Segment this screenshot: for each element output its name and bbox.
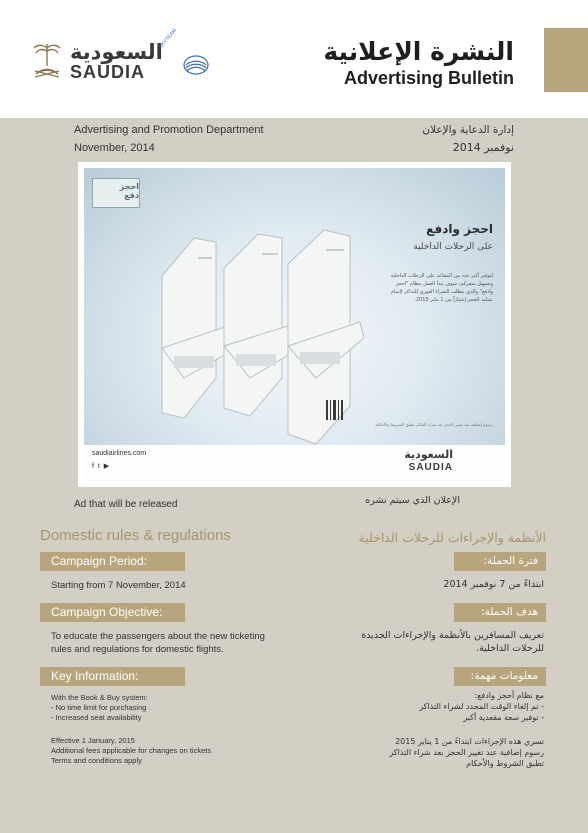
campaign-objective-label-english: Campaign Objective: xyxy=(40,603,185,622)
brand-arabic: السعودية xyxy=(70,40,163,64)
date-arabic: نوفمبر 2014 xyxy=(452,141,514,154)
ticket-badge-icon xyxy=(92,178,140,208)
skyteam-label: SKYTEAM xyxy=(158,27,178,50)
ad-logo-english: SAUDIA xyxy=(408,462,453,473)
campaign-objective-text-arabic xyxy=(361,629,544,655)
section-title-arabic: الأنظمة والإجراءات للرحلات الداخلية xyxy=(358,530,546,545)
key-information-label-english: Key Information: xyxy=(40,667,185,686)
campaign-objective-text-english xyxy=(51,630,265,656)
ad-caption-arabic: الإعلان الذي سيتم نشره xyxy=(365,495,460,506)
objective-en-line-2: rules and regulations for domestic flights. xyxy=(51,644,224,655)
ad-website-link: saudiairlines.com xyxy=(92,450,147,457)
key-en-line-2: - No time limit for purchasing xyxy=(51,703,147,712)
ad-body-copy: لتوفير أكبر عدد من المقاعد على الرحلات الداخلية وتسهيل سفركم، سوف يبدأ العمل بنظام "احجز وادفع" والذي يتطلب الشراء الفوري للتذاكر لإتمام عملية الحجز إعتباراً من 1 يناير 2015. xyxy=(390,273,493,303)
key-ar-line-4: تسري هذه الإجراءات ابتداءً من 1 يناير 2015 xyxy=(395,737,544,746)
campaign-period-label-arabic: فترة الحملة: xyxy=(454,552,546,571)
key-en-line-6: Terms and conditions apply xyxy=(51,756,142,765)
key-ar-line-3: - توفير سعة مقعدية أكبر xyxy=(463,713,544,722)
key-ar-line-2: - تم إلغاء الوقت المحدد لشراء التذاكر xyxy=(419,702,544,711)
key-en-line-5: Additional fees applicable for changes on tickets xyxy=(51,746,212,755)
key-information-label-arabic: معلومات مهمة: xyxy=(454,667,546,686)
ad-social-icons: f t ▶ xyxy=(92,463,111,470)
header xyxy=(0,0,588,118)
ad-fine-print: رسوم إضافية عند تغيير الحجز بعد شراء التذاكر تطبق الشروط والأحكام xyxy=(375,422,493,427)
gold-accent-block xyxy=(544,28,588,92)
campaign-objective-label-arabic: هدف الحملة: xyxy=(454,603,546,622)
key-en-line-3: - Increased seat availability xyxy=(51,713,142,722)
key-ar-line-1: مع نظام أحجز وادفع: xyxy=(474,691,544,700)
date-english: November, 2014 xyxy=(74,142,155,154)
key-en-line-4: Effective 1 January, 2015 xyxy=(51,736,135,745)
ad-image-frame xyxy=(78,162,511,487)
department-english: Advertising and Promotion Department xyxy=(74,124,264,136)
key-information-terms-arabic xyxy=(389,736,544,769)
objective-ar-line-2: للرحلات الداخلية. xyxy=(476,643,544,654)
objective-en-line-1: To educate the passengers about the new ticketing xyxy=(51,631,265,642)
brand-english: SAUDIA xyxy=(70,62,146,82)
key-information-text-arabic xyxy=(419,690,544,723)
ad-logo-arabic: السعودية xyxy=(404,448,453,461)
title-arabic: النشرة الإعلانية xyxy=(323,37,514,66)
department-arabic: إدارة الدعاية والإعلان xyxy=(422,124,514,136)
objective-ar-line-1: تعريف المسافرين بالأنظمة والإجراءات الجديدة xyxy=(361,630,544,641)
key-information-text-english xyxy=(51,693,148,723)
key-en-line-1: With the Book & Buy system: xyxy=(51,693,148,702)
campaign-period-text-arabic: ابتداءً من 7 نوفمبر 2014 xyxy=(443,579,544,590)
ad-image xyxy=(84,168,505,481)
key-ar-line-5: رسوم إضافية عند تغيير الحجز بعد شراء التذاكر xyxy=(389,748,544,757)
ad-caption-english: Ad that will be released xyxy=(74,499,178,510)
saudia-logo xyxy=(30,27,190,84)
ad-badge-text: احجز دفع xyxy=(119,182,139,200)
section-title-english: Domestic rules & regulations xyxy=(40,527,231,544)
ad-headline: احجز وادفع xyxy=(426,222,493,236)
skyteam-icon xyxy=(176,48,216,82)
campaign-period-text-english: Starting from 7 November, 2014 xyxy=(51,580,186,591)
key-information-terms-english xyxy=(51,736,211,766)
campaign-period-label-english: Campaign Period: xyxy=(40,552,185,571)
key-ar-line-6: تطبق الشروط والأحكام xyxy=(466,759,544,768)
ticket-seats-illustration xyxy=(154,228,364,448)
title-english: Advertising Bulletin xyxy=(343,68,514,88)
palm-swords-emblem-icon xyxy=(30,40,64,80)
ad-subheadline: على الرحلات الداخلية xyxy=(413,242,493,252)
